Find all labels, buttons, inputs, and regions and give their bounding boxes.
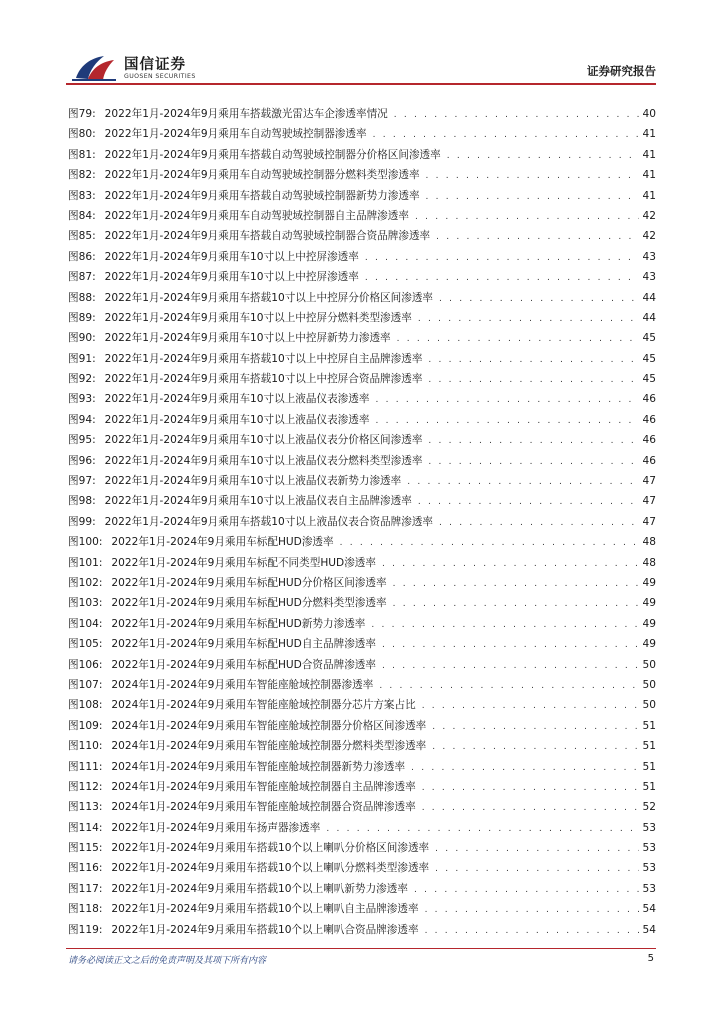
figure-label: 图111: (68, 760, 103, 773)
figure-title: 2022年1月-2024年9月乘用车扬声器渗透率 (111, 821, 321, 834)
dot-leader (382, 656, 639, 676)
toc-entry[interactable] (68, 675, 656, 695)
figure-page-number: 40 (642, 108, 656, 120)
figure-title: 2022年1月-2024年9月乘用车搭载自动驾驶域控制器新势力渗透率 (104, 189, 420, 202)
figure-title: 2022年1月-2024年9月乘用车自动驾驶域控制器分燃料类型渗透率 (104, 169, 420, 182)
figure-page-number: 50 (642, 678, 656, 691)
toc-entry[interactable] (68, 634, 656, 654)
dot-leader (340, 533, 639, 553)
figure-page-number: 52 (642, 801, 656, 814)
figure-title: 2022年1月-2024年9月乘用车标配HUD自主品牌渗透率 (111, 638, 376, 651)
figure-label: 图79: (68, 108, 96, 120)
figure-title: 2022年1月-2024年9月乘用车标配HUD合资品牌渗透率 (111, 658, 376, 671)
dot-leader (411, 758, 638, 778)
figure-title: 2022年1月-2024年9月乘用车搭载10寸以上中控屏分价格区间渗透率 (104, 291, 434, 304)
toc-entry[interactable] (68, 124, 656, 144)
figure-page-number: 46 (642, 413, 656, 426)
figure-title: 2022年1月-2024年9月乘用车标配HUD渗透率 (111, 536, 334, 549)
figure-label: 图85: (68, 230, 96, 243)
guosen-logo (70, 50, 210, 84)
dot-leader (397, 329, 639, 349)
figure-label: 图108: (68, 699, 103, 712)
toc-entry[interactable] (68, 838, 656, 858)
dot-leader (407, 472, 638, 492)
toc-entry[interactable] (68, 349, 656, 369)
figure-title: 2022年1月-2024年9月乘用车10寸以上液晶仪表分燃料类型渗透率 (104, 454, 423, 467)
figure-label: 图81: (68, 148, 96, 161)
figure-label: 图80: (68, 128, 96, 141)
toc-entry[interactable] (68, 879, 656, 899)
logo-english-name: GUOSEN SECURITIES (124, 73, 196, 80)
figure-title: 2022年1月-2024年9月乘用车搭载自动驾驶域控制器合资品牌渗透率 (104, 230, 431, 243)
toc-entry[interactable] (68, 695, 656, 715)
figure-page-number: 49 (642, 638, 656, 651)
figure-title: 2022年1月-2024年9月乘用车搭载10个以上喇叭分燃料类型渗透率 (111, 862, 430, 875)
dot-leader (426, 187, 639, 207)
figure-title: 2022年1月-2024年9月乘用车标配不同类型HUD渗透率 (111, 556, 376, 569)
figure-title: 2024年1月-2024年9月乘用车智能座舱域控制器新势力渗透率 (111, 760, 406, 773)
figure-label: 图84: (68, 209, 96, 222)
dot-leader (435, 839, 638, 859)
toc-entry[interactable] (68, 899, 656, 919)
toc-entry[interactable] (68, 716, 656, 736)
dot-leader (422, 798, 639, 818)
figure-label: 图101: (68, 556, 103, 569)
figure-title: 2022年1月-2024年9月乘用车标配HUD新势力渗透率 (111, 617, 366, 630)
figure-page-number: 46 (642, 393, 656, 406)
figure-title: 2022年1月-2024年9月乘用车搭载10个以上喇叭合资品牌渗透率 (111, 923, 419, 936)
toc-entry[interactable] (68, 471, 656, 491)
figure-page-number: 45 (642, 373, 656, 386)
figure-page-number: 50 (642, 658, 656, 671)
figure-label: 图117: (68, 882, 103, 895)
figure-title: 2022年1月-2024年9月乘用车搭载10个以上喇叭新势力渗透率 (111, 882, 408, 895)
figure-page-number: 41 (642, 148, 656, 161)
toc-entry[interactable] (68, 573, 656, 593)
figure-page-number: 51 (642, 719, 656, 732)
figure-page-number: 54 (642, 903, 656, 916)
figure-label: 图107: (68, 678, 103, 691)
dot-leader (422, 778, 639, 798)
toc-entry[interactable] (68, 777, 656, 797)
header-divider (66, 83, 656, 85)
figure-label: 图83: (68, 189, 96, 202)
figure-label: 图89: (68, 311, 96, 324)
figure-page-number: 48 (642, 556, 656, 569)
dot-leader (393, 574, 639, 594)
dot-leader (418, 492, 639, 512)
toc-entry[interactable] (68, 818, 656, 838)
figure-label: 图106: (68, 658, 103, 671)
figure-label: 图86: (68, 250, 96, 263)
figure-title: 2022年1月-2024年9月乘用车标配HUD分燃料类型渗透率 (111, 597, 387, 610)
dot-leader (373, 125, 639, 145)
figure-label: 图102: (68, 576, 103, 589)
figure-page-number: 43 (642, 250, 656, 263)
toc-entry[interactable] (68, 593, 656, 613)
figure-page-number: 53 (642, 842, 656, 855)
figure-label: 图116: (68, 862, 103, 875)
figure-label: 图104: (68, 617, 103, 630)
figure-label: 图110: (68, 740, 103, 753)
figure-title: 2022年1月-2024年9月乘用车10寸以上中控屏分燃料类型渗透率 (104, 311, 412, 324)
figure-page-number: 41 (642, 169, 656, 182)
footer-divider (66, 948, 656, 949)
dot-leader (425, 921, 639, 941)
footer-disclaimer: 请务必阅读正文之后的免责声明及其项下所有内容 (68, 956, 267, 966)
figure-page-number: 43 (642, 271, 656, 284)
figure-label: 图100: (68, 536, 103, 549)
figure-title: 2022年1月-2024年9月乘用车10寸以上液晶仪表渗透率 (104, 393, 370, 406)
figure-title: 2022年1月-2024年9月乘用车10寸以上液晶仪表新势力渗透率 (104, 475, 402, 488)
toc-entry[interactable] (68, 736, 656, 756)
figure-label: 图119: (68, 923, 103, 936)
toc-entry[interactable] (68, 920, 656, 940)
figure-page-number: 51 (642, 760, 656, 773)
toc-entry[interactable] (68, 247, 656, 267)
dot-leader (371, 615, 638, 635)
dot-leader (382, 635, 639, 655)
dot-leader (375, 411, 638, 431)
dot-leader (432, 717, 638, 737)
dot-leader (382, 554, 639, 574)
dot-leader (393, 594, 639, 614)
toc-entry[interactable] (68, 491, 656, 511)
figure-page-number: 49 (642, 617, 656, 630)
figure-label: 图115: (68, 842, 103, 855)
dot-leader (394, 105, 639, 125)
toc-entry[interactable] (68, 430, 656, 450)
dot-leader (428, 452, 638, 472)
figure-page-number: 41 (642, 128, 656, 141)
figure-label: 图118: (68, 903, 103, 916)
figure-title: 2022年1月-2024年9月乘用车10寸以上液晶仪表渗透率 (104, 413, 370, 426)
figure-page-number: 44 (642, 311, 656, 324)
toc-entry[interactable] (68, 206, 656, 226)
toc-entry[interactable] (68, 369, 656, 389)
figure-title: 2022年1月-2024年9月乘用车自动驾驶域控制器自主品牌渗透率 (104, 209, 409, 222)
toc-entry[interactable] (68, 655, 656, 675)
figure-label: 图112: (68, 780, 103, 793)
toc-entry[interactable] (68, 553, 656, 573)
toc-entry[interactable] (68, 614, 656, 634)
figure-page-number: 49 (642, 576, 656, 589)
figure-page-number: 51 (642, 740, 656, 753)
figure-title: 2022年1月-2024年9月乘用车10寸以上中控屏新势力渗透率 (104, 332, 391, 345)
dot-leader (432, 737, 638, 757)
toc-entry[interactable] (68, 532, 656, 552)
figure-page-number: 44 (642, 291, 656, 304)
dot-leader (365, 268, 639, 288)
figure-page-number: 49 (642, 597, 656, 610)
dot-leader (436, 227, 638, 247)
toc-entry[interactable] (68, 410, 656, 430)
figure-title: 2022年1月-2024年9月乘用车搭载10个以上喇叭分价格区间渗透率 (111, 842, 430, 855)
figure-page-number: 53 (642, 821, 656, 834)
figure-label: 图114: (68, 821, 103, 834)
figure-page-number: 48 (642, 536, 656, 549)
figure-table-of-contents (68, 104, 656, 940)
dot-leader (422, 696, 639, 716)
toc-entry[interactable] (68, 512, 656, 532)
figure-page-number: 47 (642, 515, 656, 528)
figure-page-number: 47 (642, 495, 656, 508)
figure-page-number: 47 (642, 475, 656, 488)
dot-leader (414, 880, 639, 900)
guosen-logo-icon (70, 52, 118, 82)
figure-title: 2022年1月-2024年9月乘用车搭载10寸以上中控屏合资品牌渗透率 (104, 373, 423, 386)
figure-label: 图113: (68, 801, 103, 814)
figure-title: 2022年1月-2024年9月乘用车10寸以上中控屏渗透率 (104, 271, 359, 284)
toc-entry[interactable] (68, 328, 656, 348)
figure-page-number: 45 (642, 352, 656, 365)
figure-page-number: 42 (642, 209, 656, 222)
dot-leader (426, 166, 639, 186)
figure-title: 2022年1月-2024年9月乘用车标配HUD分价格区间渗透率 (111, 576, 387, 589)
figure-page-number: 53 (642, 862, 656, 875)
toc-entry[interactable] (68, 858, 656, 878)
toc-entry[interactable] (68, 797, 656, 817)
figure-label: 图103: (68, 597, 103, 610)
figure-page-number: 51 (642, 780, 656, 793)
dot-leader (439, 513, 639, 533)
figure-label: 图90: (68, 332, 96, 345)
figure-title: 2022年1月-2024年9月乘用车10寸以上液晶仪表分价格区间渗透率 (104, 434, 423, 447)
figure-label: 图87: (68, 271, 96, 284)
figure-page-number: 42 (642, 230, 656, 243)
toc-entry[interactable] (68, 267, 656, 287)
figure-page-number: 54 (642, 923, 656, 936)
figure-label: 图109: (68, 719, 103, 732)
figure-title: 2022年1月-2024年9月乘用车10寸以上液晶仪表自主品牌渗透率 (104, 495, 412, 508)
toc-entry[interactable] (68, 104, 656, 124)
dot-leader (428, 370, 638, 390)
figure-title: 2022年1月-2024年9月乘用车搭载10个以上喇叭自主品牌渗透率 (111, 903, 419, 916)
figure-title: 2022年1月-2024年9月乘用车搭载10寸以上中控屏自主品牌渗透率 (104, 352, 423, 365)
figure-label: 图94: (68, 413, 96, 426)
figure-label: 图97: (68, 475, 96, 488)
footer-page-number: 5 (647, 953, 654, 964)
figure-title: 2024年1月-2024年9月乘用车智能座舱域控制器自主品牌渗透率 (111, 780, 416, 793)
figure-title: 2022年1月-2024年9月乘用车搭载10寸以上液晶仪表合资品牌渗透率 (104, 515, 434, 528)
figure-page-number: 50 (642, 699, 656, 712)
dot-leader (447, 146, 639, 166)
dot-leader (428, 431, 638, 451)
toc-entry[interactable] (68, 757, 656, 777)
report-type-label: 证券研究报告 (587, 64, 656, 78)
figure-label: 图93: (68, 393, 96, 406)
toc-entry[interactable] (68, 389, 656, 409)
figure-label: 图98: (68, 495, 96, 508)
figure-page-number: 45 (642, 332, 656, 345)
dot-leader (379, 676, 638, 696)
figure-label: 图92: (68, 373, 96, 386)
figure-title: 2024年1月-2024年9月乘用车智能座舱域控制器渗透率 (111, 678, 374, 691)
dot-leader (418, 309, 639, 329)
toc-entry[interactable] (68, 145, 656, 165)
figure-title: 2024年1月-2024年9月乘用车智能座舱域控制器分芯片方案占比 (111, 699, 416, 712)
dot-leader (415, 207, 639, 227)
figure-label: 图91: (68, 352, 96, 365)
figure-title: 2022年1月-2024年9月乘用车自动驾驶域控制器渗透率 (104, 128, 367, 141)
figure-title: 2022年1月-2024年9月乘用车搭载激光雷达车企渗透率情况 (104, 108, 388, 120)
toc-entry[interactable] (68, 451, 656, 471)
dot-leader (425, 900, 639, 920)
toc-entry[interactable] (68, 165, 656, 185)
figure-label: 图88: (68, 291, 96, 304)
figure-label: 图99: (68, 515, 96, 528)
dot-leader (435, 859, 638, 879)
logo-chinese-name: 国信证券 (124, 57, 186, 73)
figure-title: 2024年1月-2024年9月乘用车智能座舱域控制器分价格区间渗透率 (111, 719, 427, 732)
dot-leader (326, 819, 638, 839)
figure-title: 2024年1月-2024年9月乘用车智能座舱域控制器合资品牌渗透率 (111, 801, 416, 814)
figure-title: 2024年1月-2024年9月乘用车智能座舱域控制器分燃料类型渗透率 (111, 740, 427, 753)
dot-leader (439, 289, 639, 309)
toc-entry[interactable] (68, 226, 656, 246)
dot-leader (428, 350, 638, 370)
figure-title: 2022年1月-2024年9月乘用车10寸以上中控屏渗透率 (104, 250, 359, 263)
figure-label: 图95: (68, 434, 96, 447)
figure-page-number: 53 (642, 882, 656, 895)
figure-label: 图105: (68, 638, 103, 651)
toc-entry[interactable] (68, 186, 656, 206)
toc-entry[interactable] (68, 308, 656, 328)
dot-leader (375, 390, 638, 410)
figure-title: 2022年1月-2024年9月乘用车搭载自动驾驶域控制器分价格区间渗透率 (104, 148, 441, 161)
dot-leader (365, 248, 639, 268)
figure-page-number: 41 (642, 189, 656, 202)
figure-page-number: 46 (642, 434, 656, 447)
toc-entry[interactable] (68, 288, 656, 308)
figure-label: 图82: (68, 169, 96, 182)
figure-label: 图96: (68, 454, 96, 467)
page-header (0, 0, 724, 90)
figure-page-number: 46 (642, 454, 656, 467)
